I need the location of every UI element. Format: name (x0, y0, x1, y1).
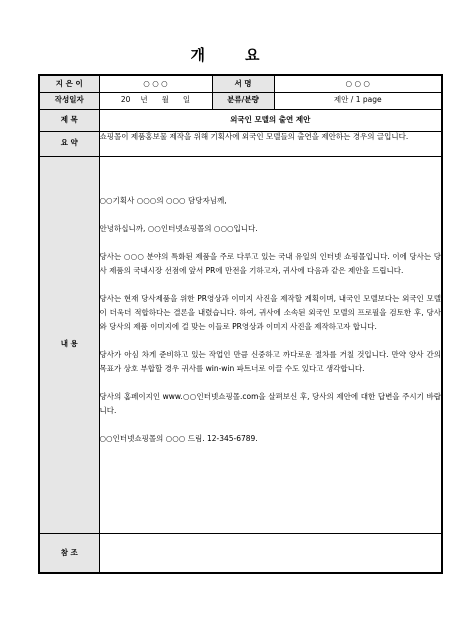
date-day-unit: 일 (182, 95, 191, 105)
date-label: 작성일자 (39, 92, 99, 109)
subject-label: 제 목 (39, 109, 99, 131)
summary-value[interactable]: 쇼핑몰이 제품홍보물 제작을 위해 기획사에 외국인 모델들의 출연을 제안하는 경우의 글입니다. (99, 131, 442, 156)
letter-paragraph: ○○기획사 ○○○의 ○○○ 담당자님께, (99, 195, 227, 205)
title-char-1: 개 (190, 46, 205, 64)
letter-paragraph: 안녕하십니까, ○○인터넷쇼핑몰의 ○○○입니다. (99, 223, 258, 233)
title-char-2: 요 (245, 46, 260, 64)
letter-paragraph: 당사의 홈페이지인 www.○○인터넷쇼핑몰.com을 살펴보신 후, 당사의 제안에 대한 답변을 주시기 바랍니다. (99, 391, 441, 415)
subject-value[interactable]: 외국인 모델의 출연 제안 (99, 109, 442, 131)
date-month-unit: 월 (161, 95, 169, 105)
letter-paragraph: 당사가 아심 차게 준비하고 있는 작업인 만큼 신중하고 까다로운 절차를 거칠 것입니다. 만약 양사 간의 목표가 상호 부합할 경우 귀사를 win-win 파트너로 이끌 수도 있다고 생각합니다. (99, 349, 441, 373)
date-row (39, 92, 442, 109)
date-year-unit: 년 (140, 95, 148, 105)
author-value[interactable]: ○ ○ ○ (99, 75, 212, 92)
page-title (0, 44, 450, 65)
summary-label: 요 약 (39, 131, 99, 156)
reference-row (39, 533, 442, 573)
signature-label: 서 명 (212, 75, 274, 92)
author-label: 지 은 이 (39, 75, 99, 92)
category-label: 분류/분량 (212, 92, 274, 109)
category-value[interactable]: 제안 / 1 page (274, 92, 442, 109)
letter-paragraph: 당사는 현재 당사제품을 위한 PR영상과 이미지 사진을 제작할 계획이며, 내국인 모델보다는 외국인 모델이 더욱더 적합하다는 결론을 내렸습니다. 하여, 귀사에 소속된 외국인 모델의 프로필을 검토한 후, 당사와 당사의 제품 이미지에 걸 맞는 이들로 PR영상과 이미지 사진을 제작하고자 합니다. (99, 293, 441, 331)
content-row (39, 156, 442, 533)
summary-row (39, 131, 442, 156)
subject-row (39, 109, 442, 131)
overview-form (38, 74, 443, 574)
reference-label: 참 조 (39, 533, 99, 573)
date-value[interactable] (99, 92, 212, 109)
date-year: 20 (120, 95, 131, 105)
letter-paragraph: 당사는 ○○○ 분야의 특화된 제품을 주로 다루고 있는 국내 유일의 인터넷 쇼핑몰입니다. 이에 당사는 당사 제품의 국내시장 선점에 앞서 PR에 만전을 기하고자, 귀사에 다음과 같은 제안을 드립니다. (99, 251, 441, 275)
content-value[interactable] (99, 156, 442, 533)
content-label: 내 용 (39, 156, 99, 533)
reference-value[interactable] (99, 533, 442, 573)
letter-body (100, 157, 442, 446)
author-row (39, 75, 442, 92)
letter-paragraph: ○○인터넷쇼핑몰의 ○○○ 드림. 12-345-6789. (99, 433, 258, 443)
signature-value[interactable]: ○ ○ ○ (274, 75, 442, 92)
